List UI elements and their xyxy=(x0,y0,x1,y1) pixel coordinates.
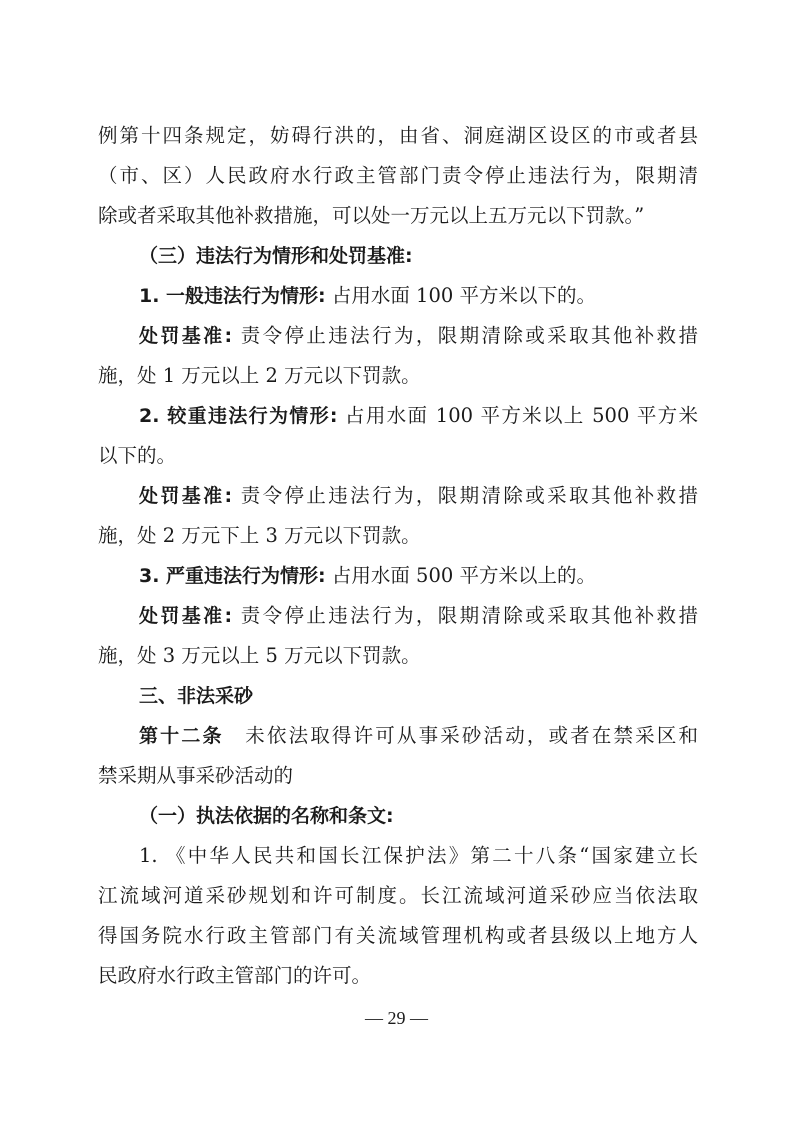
penalty-3 xyxy=(139,601,698,631)
sub-heading-3: （三）违法行为情形和处罚基准: xyxy=(139,245,413,267)
violation-text: 占用水面 100 平方米以上 500 平方米 xyxy=(337,404,698,427)
penalty-text: 责令停止违法行为，限期清除或采取其他补救措 xyxy=(232,324,698,347)
penalty-text: 责令停止违法行为，限期清除或采取其他补救措 xyxy=(232,604,698,627)
violation-item-1 xyxy=(139,281,698,311)
penalty-text: 责令停止违法行为，限期清除或采取其他补救措 xyxy=(232,484,698,507)
penalty-3-cont: 施，处 3 万元以上 5 万元以下罚款。 xyxy=(98,644,421,667)
law-text-line: 1. 《中华人民共和国长江保护法》第二十八条“国家建立长 xyxy=(139,844,698,867)
violation-item-2-cont: 以下的。 xyxy=(98,444,177,467)
penalty-label: 处罚基准: xyxy=(139,605,233,627)
penalty-2 xyxy=(139,481,698,511)
penalty-1-cont: 施，处 1 万元以上 2 万元以下罚款。 xyxy=(98,364,421,387)
violation-text: 占用水面 500 平方米以上的。 xyxy=(325,564,596,587)
article-12 xyxy=(139,721,698,751)
violation-text: 占用水面 100 平方米以下的。 xyxy=(325,284,596,307)
penalty-1 xyxy=(139,321,698,351)
page-number: — 29 — xyxy=(365,1008,428,1028)
penalty-label: 处罚基准: xyxy=(139,325,233,347)
penalty-2-cont: 施，处 2 万元下上 3 万元以下罚款。 xyxy=(98,524,421,547)
law-text-line: 民政府水行政主管部门的许可。 xyxy=(98,964,372,987)
violation-item-2 xyxy=(139,401,698,431)
article-label: 第十二条 xyxy=(139,725,224,747)
paragraph-line: （市、区）人民政府水行政主管部门责令停止违法行为，限期清 xyxy=(98,164,698,187)
penalty-label: 处罚基准: xyxy=(139,485,233,507)
law-text-line: 得国务院水行政主管部门有关流域管理机构或者县级以上地方人 xyxy=(98,924,698,947)
violation-label: 3. 严重违法行为情形: xyxy=(139,565,326,587)
sub-heading-1: （一）执法依据的名称和条文: xyxy=(139,805,394,827)
section-heading: 三、非法采砂 xyxy=(139,685,254,707)
paragraph-line: 除或者采取其他补救措施，可以处一万元以上五万元以下罚款。” xyxy=(98,204,645,227)
paragraph-line: 例第十四条规定，妨碍行洪的，由省、洞庭湖区设区的市或者县 xyxy=(98,124,698,147)
article-12-cont: 禁采期从事采砂活动的 xyxy=(98,764,294,787)
violation-item-3 xyxy=(139,561,698,591)
article-text: 未依法取得许可从事采砂活动，或者在禁采区和 xyxy=(223,724,698,747)
violation-label: 1. 一般违法行为情形: xyxy=(139,285,326,307)
violation-label: 2. 较重违法行为情形: xyxy=(139,405,338,427)
law-text-line: 江流域河道采砂规划和许可制度。长江流域河道采砂应当依法取 xyxy=(98,884,698,907)
